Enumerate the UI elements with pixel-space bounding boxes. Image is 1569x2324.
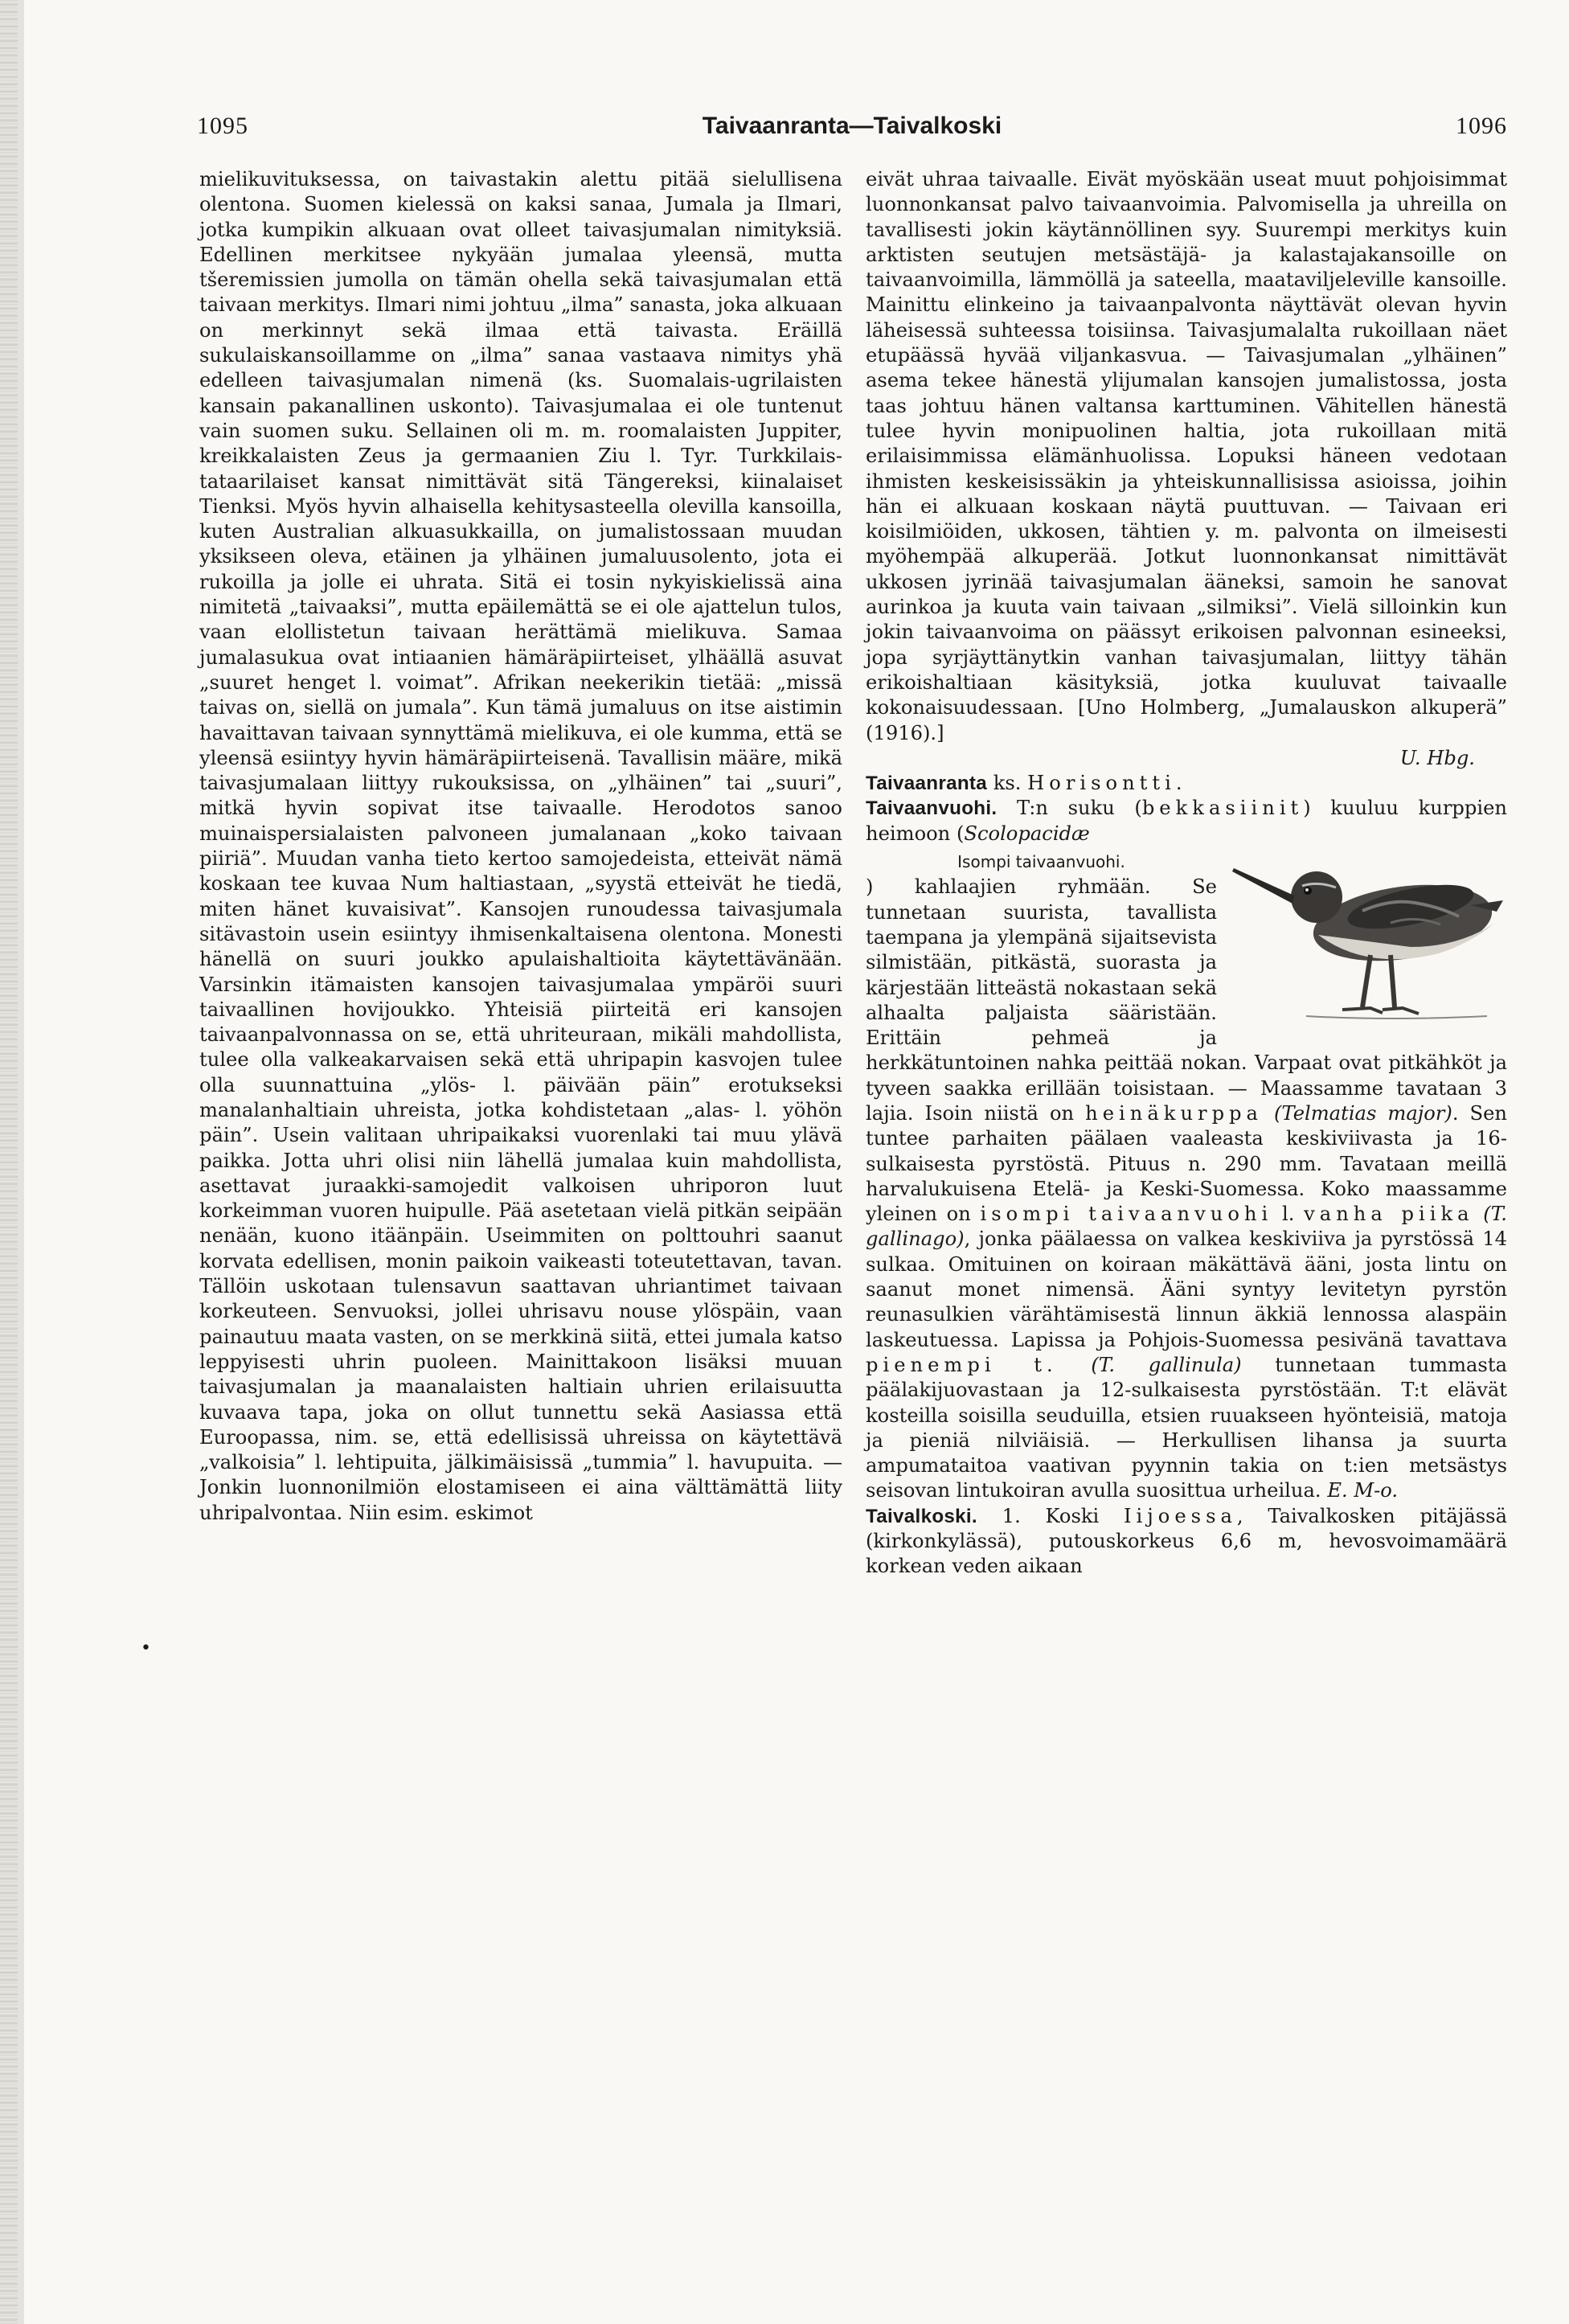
entry-text: ) kahlaajien ryhmään. Se tunnetaan suurista, tavallista taempana ja ylempänä sijaitsevista silmistään, pitkästä, suorasta ja kärjestään litteästä nokastaan sekä alhaalta paljaista sääristään. Erittäin pehmeä ja herkkätuntoinen nahka peittää nokan. Varpaat ovat pitkähköt ja tyveen saakka erillään toisistaan. — Maassamme tavataan 3 lajia. Isoin niistä on — [866, 875, 1507, 1125]
author-signature: U. Hbg. — [1399, 746, 1475, 769]
species-name: pienempi t. — [866, 1353, 1058, 1376]
entry-text: , Taivalkosken pitäjässä (kirkonkylässä), putouskorkeus 6,6 m, hevosvoimamäärä korkean veden aikaan — [866, 1504, 1507, 1578]
cross-reference[interactable]: Iijoessa — [1124, 1504, 1237, 1527]
bird-figure — [1230, 826, 1507, 1031]
latin-name: (T. gallinula) — [1091, 1353, 1242, 1376]
entry-taivaanranta — [866, 771, 1507, 796]
page-header — [197, 113, 1507, 153]
species-name: isompi taivaanvuohi — [980, 1203, 1273, 1226]
entry-text: , jonka päälaessa on valkea keskiviiva ja pyrstössä 14 sulkaa. Omituinen on koiraan mäkättävä ääni, josta lintu on saanut monet nimensä. Ääni syntyy levitetyn pyrstön reunasulkien värähtämisestä linnun äkkiä lennossa alaspäin laskeutuessa. Lapissa ja Pohjois-Suomessa pesivänä tavattava — [866, 1228, 1507, 1351]
latin-name: (T. gallinago) — [866, 1203, 1507, 1251]
margin-bullet: • — [141, 1638, 151, 1658]
right-column — [866, 167, 1507, 1580]
binding-edge — [0, 0, 18, 2324]
entry-text: 1. Koski — [977, 1504, 1124, 1527]
page-number-right: 1096 — [1456, 113, 1507, 139]
entry-text: ) kuuluu kurppien heimoon ( — [866, 797, 1507, 845]
page-number-left: 1095 — [197, 113, 248, 139]
figure-caption: Isompi taivaanvuohi. — [957, 852, 1125, 872]
entry-text: . — [1175, 772, 1182, 795]
species-name: heinäkurppa — [1085, 1101, 1263, 1125]
cross-reference[interactable]: bekkasiinit — [1141, 797, 1304, 820]
running-title: Taivaanranta—Taivalkoski — [702, 113, 1002, 139]
entry-text: ks. — [987, 772, 1028, 795]
entry-taivalkoski — [866, 1504, 1507, 1580]
cross-reference[interactable]: Horisontti — [1027, 772, 1176, 795]
species-name: vanha piika — [1304, 1203, 1474, 1226]
article-paragraph-taivas-end: eivät uhraa taivaalle. Eivät myöskään useat muut pohjoisimmat luonnonkansat palvo taivaanvoimia. Palvomisella ja uhreilla on tavallisesti jokin käytännöllinen syy. Suurempi merkitys kuin arktisten seutujen metsästäjä- ja kalastajakansoille on taivaanvoimilla, lämmöllä ja sateella, maataviljeleville kansoille. Mainittu elinkeino ja taivaanpalvonta näyttävät olevan hyvin läheisessä suhteessa toisiinsa. Taivasjumalalta rukoillaan näet etupäässä hyvää viljankasvua. — Taivasjumalan „ylhäinen” asema tekee hänestä ylijumalan kansojen jumalistossa, josta taas johtuu hänen valtansa karttuminen. Vähitellen hänestä tulee hyvin monipuolinen haltia, jota rukoillaan mitä erilaisimmissa elämänhuolissa. Lopuksi häneen vedotaan ihmisten keskeisissäkin ja yhteiskunnallisissa asioissa, joihin hän ei alkuaan koskaan näytä puuttuvan. — Taivaan eri koisilmiöiden, ukkosen, tähtien y. m. palvonta on ilmeisesti myöhempää alkuperää. Jotkut luonnonkansat nimittävät ukkosen jyrinää taivasjumalan ääneksi, samoin he sanovat aurinkoa ja kuuta vain taivaan „silmiksi”. Vielä silloinkin kun jokin taivaanvoima on päässyt erikoisen palvonnan esineeksi, jopa syrjäyttänytkin vanhan taivasjumalan, liittyy tähän erikoishaltiaan käsityksiä, jotka kuuluvat taivaalle kokonaisuudessaan. [Uno Holmberg, „Jumalauskon alkuperä” (1916).] — [866, 168, 1507, 744]
entry-headword: Taivaanranta — [866, 773, 988, 795]
entry-text: l. — [1272, 1203, 1305, 1226]
entry-text: . Sen tuntee parhaiten päälaen vaaleasta keskiviivasta ja 16-sulkaisesta pyrstöstä. Pituus n. 290 mm. Tavataan meillä harvalukuisena Etelä- ja Keski-Suomessa. Koko maassamme yleinen on — [866, 1101, 1507, 1226]
latin-name: (Telmatias major) — [1274, 1101, 1452, 1125]
latin-name: Scolopacidæ — [964, 822, 1090, 845]
entry-headword: Taivalkoski. — [866, 1505, 977, 1527]
snipe-bird-icon — [1230, 826, 1507, 1031]
author-signature: E. M-o. — [1327, 1479, 1399, 1502]
article-paragraph-taivas-continued: mielikuvituksessa, on taivastakin alettu pitää sielullisena olentona. Suomen kielessä on kaksi sanaa, Jumala ja Ilmari, jotka kumpikin alkuaan ovat olleet taivasjumalan nimityksiä. Edellinen merkitsee nykyään jumalaa yleensä, mutta tšeremissien jumolla on tämän ohella sekä taivasjumalan että taivaan merkitys. Ilmari nimi johtuu „ilma” sanasta, joka alkuaan on merkinnyt sekä ilmaa että taivasta. Eräillä sukulaiskansoillamme on „ilma” sanaa vastaava nimitys yhä edelleen taivasjumalan nimenä (ks. Suomalais-ugrilaisten kansain pakanallinen uskonto). Taivasjumalaa ei ole tuntenut vain suomen suku. Sellainen oli m. m. roomalaisten Juppiter, kreikkalaisten Zeus ja germaanien Ziu l. Tyr. Turkkilais-tataarilaiset kansat nimittävät sitä Tängereksi, kiinalaiset Tienksi. Myös hyvin alhaisella kehitysasteella olevilla kansoilla, kuten Australian alkuasukkailla, on jumalistossaan muudan yksikseen oleva, etäinen ja ylhäinen jumaluusolento, jota ei rukoilla ja jolle ei uhrata. Sitä ei tosin nykyiskielissä aina nimitetä „taivaaksi”, mutta epäilemättä se ei ole ajattelun tulos, vaan elollistetun taivaan herättämä mielikuva. Samaa jumalasukua ovat intiaanien hämäräpiirteiset, ylhäällä asuvat „suuret henget l. voimat”. Afrikan neekerikin tietää: „missä taivas on, siellä on jumala”. Kun tämä jumaluus on itse aistimin havaittavan taivaan synnyttämä mielikuva, ei ole kumma, että se yleensä esiintyy hyvin hämäräpiirteisenä. Tavallisin määre, mikä taivasjumalaan liittyy rukouksissa, on „ylhäinen” tai „suuri”, mitkä hyvin sopivat itse taivaalle. Herodotos sanoo muinaispersialaisten palvoneen jumalanaan „koko taivaan piiriä”. Muudan vanha tieto kertoo samojedeista, etteivät nämä koskaan tee kuvaa Num haltiastaan, „syystä etteivät he tiedä, miten hänet kuvaisivat”. Kansojen runoudessa taivasjumala sitävastoin usein esiintyy ihmisenkaltaisena olentona. Monesti hänellä on suuri joukko apulaishaltioita käytettävänään. Varsinkin itämaisten kansojen taivasjumalaa ympäröi suuri taivaallinen hovijoukko. Yhteisiä piirteitä eri kansojen taivaanpalvonnassa on se, että uhriteuraan, mikäli mahdollista, tulee olla valkeakarvaisen sekä että uhripapin kasvojen tulee olla suunnattuina „ylös- l. päivään päin” erotukseksi manalanhaltiain uhreista, jotka kohdistetaan „alas- l. yöhön päin”. Usein valitaan uhripaikaksi vuorenlaki tai muu ylävä paikka. Jotta uhri olisi niin lähellä jumalaa kuin mahdollista, asettavat juraakki-samojedit valkoisen uhriporon luut korkeimman vuoren huipulle. Pää asetetaan vielä pitkän seipään nenään, kuono itäänpäin. Useimmiten on polttouhri saanut korvata edellisen, monin paikoin vaikeasti toteutettavan, tavan. Tällöin uskotaan tulensavun saattavan uhriantimet taivaan korkeuteen. Senvuoksi, jollei uhrisavu nouse ylöspäin, vaan painautuu maata vasten, on se merkkinä siitä, ettei jumala katso leppyisesti uhrin puoleen. Mainittakoon lisäksi muuan taivasjumalan ja maanalaisten haltiain uhrien erilaisuutta kuvaava tapa, joka on ollut tunnettu sekä Aasiassa että Euroopassa, nim. se, että edellisissä uhreissa on käytettävä „valkoisia” l. lehtipuita, jälkimäisissä „tummia” l. havupuita. — Jonkin luonnonilmiön elostamiseen ei aina välttämättä liity uhripalvontaa. Niin esim. eskimot — [199, 168, 842, 1524]
entry-taivaanvuohi — [866, 796, 1507, 846]
entry-text: tunnetaan tummasta päälakijuovastaan ja 12-sulkaisesta pyrstöstään. T:t elävät kosteilla soisilla seuduilla, etsien ruuakseen hyönteisiä, matoja ja pieniä nilviäisiä. — Herkullisen lihansa ja suurta ampumataitoa vaativan pyynnin takia on t:ien metsästys seisovan lintukoiran avulla suosittua urheilua. — [866, 1353, 1507, 1502]
entry-text: T:n suku ( — [997, 797, 1142, 820]
left-column — [199, 167, 842, 1526]
binding-edge-inner — [18, 0, 24, 2324]
entry-headword: Taivaanvuohi. — [866, 797, 998, 820]
